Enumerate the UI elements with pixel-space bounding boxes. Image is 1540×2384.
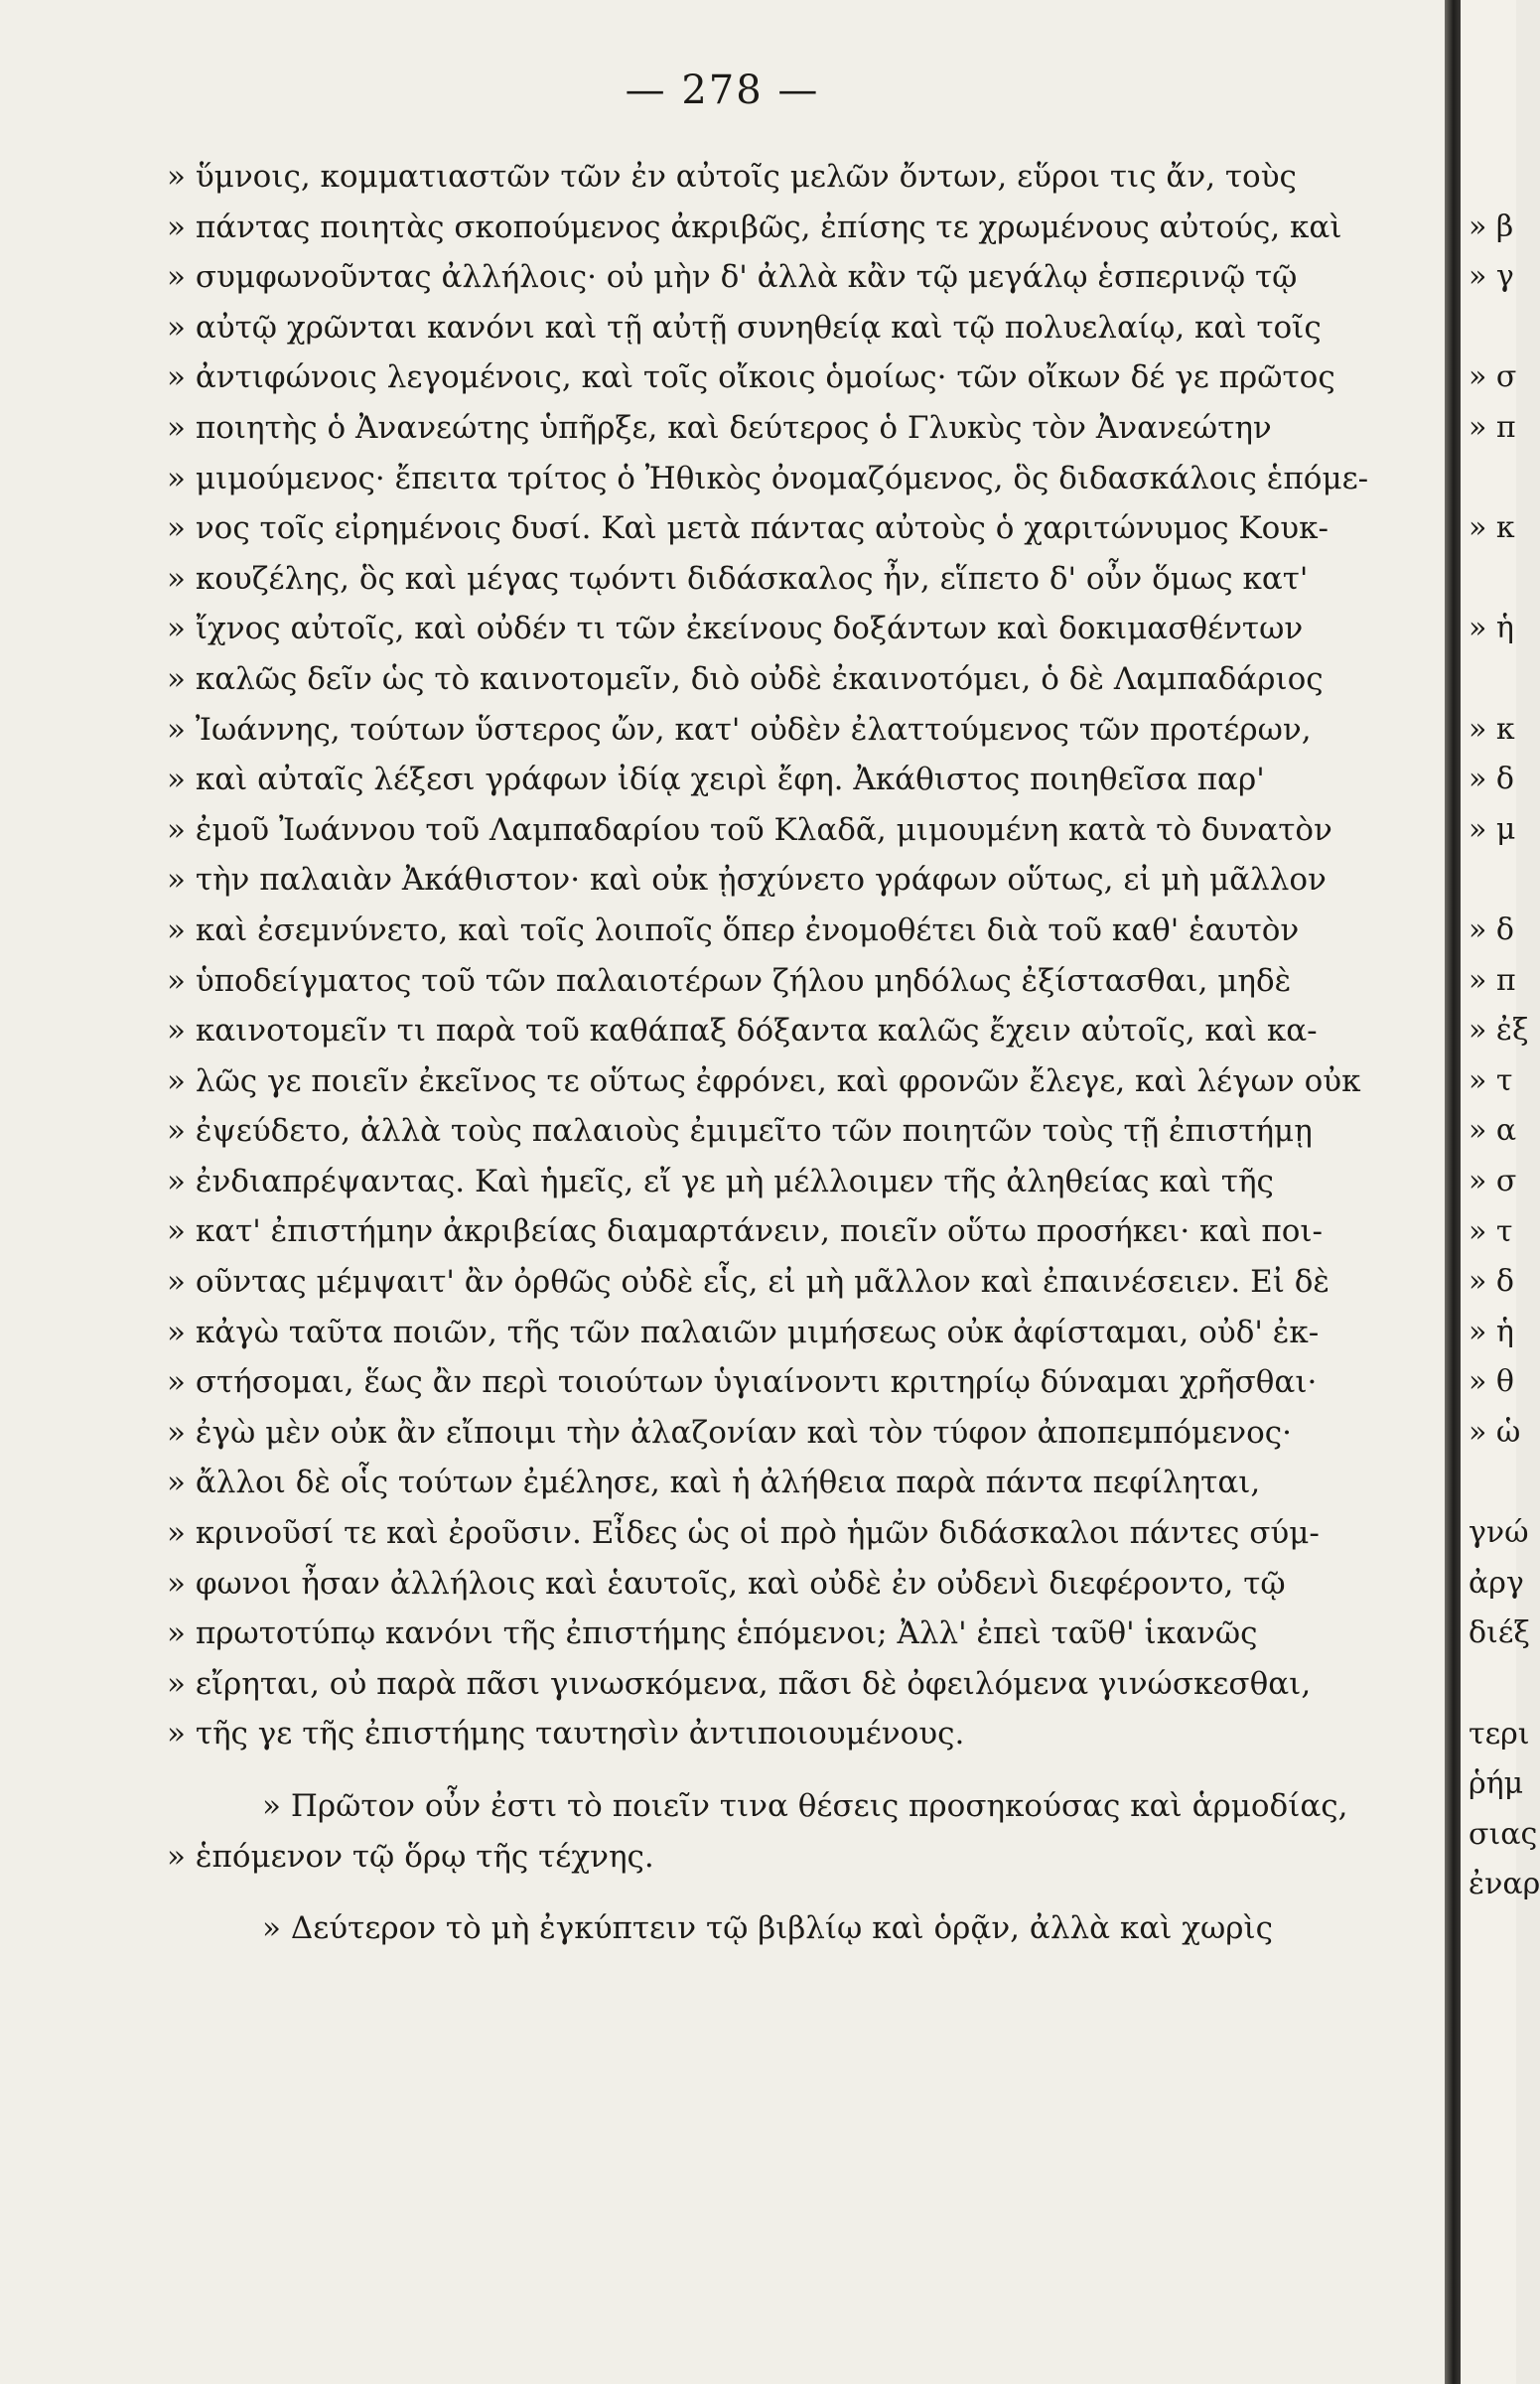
text-line: » συμφωνοῦντας ἀλλήλοις· οὐ μὴν δ' ἀλλὰ κἂν τῷ μεγάλῳ ἑσπερινῷ τῷ	[167, 259, 1298, 296]
next-page-fragment: ἐναρ	[1469, 1867, 1540, 1902]
text-line: » κουζέλης, ὃς καὶ μέγας τῳόντι διδάσκαλος ἦν, εἵπετο δ' οὖν ὅμως κατ'	[167, 560, 1309, 597]
next-page-fragment: γνώ	[1469, 1515, 1529, 1551]
next-page-fragment: » γ	[1469, 259, 1514, 295]
text-line: » καλῶς δεῖν ὡς τὸ καινοτομεῖν, διὸ οὐδὲ ἐκαινοτόμει, ὁ δὲ Λαμπαδάριος	[167, 660, 1324, 697]
text-line: » ἴχνος αὐτοῖς, καὶ οὐδέν τι τῶν ἐκείνους δοξάντων καὶ δοκιμασθέντων	[167, 611, 1304, 647]
text-line: » κατ' ἐπιστήμην ἀκριβείας διαμαρτάνειν, ποιεῖν οὕτω προσήκει· καὶ ποι-	[167, 1213, 1324, 1250]
next-page-fragment: » σ	[1469, 359, 1517, 395]
text-line: » Πρῶτον οὖν ἐστι τὸ ποιεῖν τινα θέσεις προσηκούσας καὶ ἁρμοδίας,	[262, 1788, 1348, 1824]
next-page-fragment: » δ	[1469, 762, 1514, 797]
next-page-fragment: » ἐξ	[1469, 1013, 1529, 1049]
text-line: » μιμούμενος· ἔπειτα τρίτος ὁ Ἠθικὸς ὀνομαζόμενος, ὃς διδασκάλοις ἑπόμε-	[167, 460, 1369, 496]
next-page-fragment: » β	[1469, 209, 1514, 244]
next-page-fragment: διέξ	[1469, 1615, 1530, 1651]
text-line: » στήσομαι, ἕως ἂν περὶ τοιούτων ὑγιαίνοντι κριτηρίῳ δύναμαι χρῆσθαι·	[167, 1364, 1318, 1401]
next-page-fragment: » ἡ	[1469, 1314, 1514, 1349]
text-line: » πρωτοτύπῳ κανόνι τῆς ἐπιστήμης ἑπόμενοι; Ἀλλ' ἐπεὶ ταῦθ' ἱκανῶς	[167, 1615, 1258, 1652]
next-page-fragment: » α	[1469, 1113, 1517, 1149]
text-line: » Ἰωάννης, τούτων ὕστερος ὤν, κατ' οὐδὲν ἐλαττούμενος τῶν προτέρων,	[167, 711, 1312, 748]
next-page-fragment: » δ	[1469, 912, 1514, 947]
body-text	[167, 152, 1446, 1954]
text-line: » ποιητὴς ὁ Ἀνανεώτης ὑπῆρξε, καὶ δεύτερος ὁ Γλυκὺς τὸν Ἀνανεώτην	[167, 409, 1272, 446]
next-page-fragment: » κ	[1469, 711, 1515, 747]
text-line: » καινοτομεῖν τι παρὰ τοῦ καθάπαξ δόξαντα καλῶς ἔχειν αὐτοῖς, καὶ κα-	[167, 1013, 1318, 1050]
next-page-fragment: » τ	[1469, 1062, 1513, 1098]
page-number: — 278 —	[625, 68, 820, 113]
text-line: » ἀντιφώνοις λεγομένοις, καὶ τοῖς οἴκοις ὁμοίως· τῶν οἴκων δέ γε πρῶτος	[167, 359, 1335, 396]
text-line: » αὐτῷ χρῶνται κανόνι καὶ τῇ αὐτῇ συνηθείᾳ καὶ τῷ πολυελαίῳ, καὶ τοῖς	[167, 309, 1322, 346]
text-line: » εἴρηται, οὐ παρὰ πᾶσι γινωσκόμενα, πᾶσι δὲ ὀφειλόμενα γινώσκεσθαι,	[167, 1665, 1312, 1702]
book-gutter	[1445, 0, 1461, 2384]
text-line: » καὶ ἐσεμνύνετο, καὶ τοῖς λοιποῖς ὅπερ ἐνομοθέτει διὰ τοῦ καθ' ἑαυτὸν	[167, 912, 1300, 948]
next-page-fragment: » δ	[1469, 1264, 1514, 1300]
text-line: » φωνοι ἦσαν ἀλλήλοις καὶ ἑαυτοῖς, καὶ οὐδὲ ἐν οὐδενὶ διεφέροντο, τῷ	[167, 1565, 1286, 1602]
text-line: » πάντας ποιητὰς σκοπούμενος ἀκριβῶς, ἐπίσης τε χρωμένους αὐτούς, καὶ	[167, 209, 1342, 245]
text-line: » νος τοῖς εἰρημένοις δυσί. Καὶ μετὰ πάντας αὐτοὺς ὁ χαριτώνυμος Κουκ-	[167, 510, 1329, 547]
next-page-fragment: » τ	[1469, 1213, 1513, 1249]
text-line: » τὴν παλαιὰν Ἀκάθιστον· καὶ οὐκ ᾐσχύνετο γράφων οὕτως, εἰ μὴ μᾶλλον	[167, 862, 1327, 899]
next-page-fragment: » σ	[1469, 1164, 1517, 1198]
next-page-fragment: » κ	[1469, 510, 1515, 546]
text-line: » κρινοῦσί τε καὶ ἐροῦσιν. Εἶδες ὡς οἱ πρὸ ἡμῶν διδάσκαλοι πάντες σύμ-	[167, 1515, 1320, 1552]
text-line: » τῆς γε τῆς ἐπιστήμης ταυτησὶν ἀντιποιουμένους.	[167, 1716, 965, 1753]
text-line: » ἐψεύδετο, ἀλλὰ τοὺς παλαιοὺς ἐμιμεῖτο τῶν ποιητῶν τοὺς τῇ ἐπιστήμῃ	[167, 1113, 1313, 1150]
text-line: » οῦντας μέμψαιτ' ἂν ὀρθῶς οὐδὲ εἷς, εἰ μὴ μᾶλλον καὶ ἐπαινέσειεν. Εἰ δὲ	[167, 1264, 1330, 1301]
text-line: » ὑποδείγματος τοῦ τῶν παλαιοτέρων ζήλου μηδόλως ἐξίστασθαι, μηδὲ	[167, 962, 1292, 999]
text-line: » ἐμοῦ Ἰωάννου τοῦ Λαμπαδαρίου τοῦ Κλαδᾶ, μιμουμένη κατὰ τὸ δυνατὸν	[167, 811, 1332, 848]
next-page-fragment: ἀργ	[1469, 1565, 1524, 1601]
text-line: » κἀγὼ ταῦτα ποιῶν, τῆς τῶν παλαιῶν μιμήσεως οὐκ ἀφίσταμαι, οὐδ' ἐκ-	[167, 1314, 1320, 1350]
text-line: » ἐγὼ μὲν οὐκ ἂν εἴποιμι τὴν ἀλαζονίαν καὶ τὸν τύφον ἀποπεμπόμενος·	[167, 1414, 1292, 1451]
next-page-fragment: ῥήμ	[1469, 1766, 1524, 1802]
text-line: » ἄλλοι δὲ οἷς τούτων ἐμέλησε, καὶ ἡ ἀλήθεια παρὰ πάντα πεφίληται,	[167, 1465, 1261, 1501]
next-page-edge	[1461, 0, 1540, 2384]
next-page-fragment: » π	[1469, 410, 1516, 445]
next-page-fragment: » θ	[1469, 1364, 1514, 1400]
text-line: » ἑπόμενον τῷ ὅρῳ τῆς τέχνης.	[167, 1838, 654, 1875]
next-page-fragment: σιας	[1469, 1816, 1538, 1852]
next-page-fragment: » ἡ	[1469, 611, 1514, 646]
next-page-fragment: » μ	[1469, 811, 1516, 847]
text-line: » λῶς γε ποιεῖν ἐκεῖνος τε οὕτως ἐφρόνει, καὶ φρονῶν ἔλεγε, καὶ λέγων οὐκ	[167, 1062, 1361, 1099]
text-line: » ἐνδιαπρέψαντας. Καὶ ἡμεῖς, εἴ γε μὴ μέλλοιμεν τῆς ἀληθείας καὶ τῆς	[167, 1163, 1274, 1199]
next-page-fragment: τερι	[1469, 1716, 1530, 1752]
next-page-fragment: » ὡ	[1469, 1415, 1521, 1450]
text-line: » καὶ αὐταῖς λέξεσι γράφων ἰδίᾳ χειρὶ ἔφη. Ἀκάθιστος ποιηθεῖσα παρ'	[167, 762, 1265, 798]
text-line: » ὕμνοις, κομματιαστῶν τῶν ἐν αὐτοῖς μελῶν ὄντων, εὕροι τις ἄν, τοὺς	[167, 159, 1297, 195]
text-line: » Δεύτερον τὸ μὴ ἐγκύπτειν τῷ βιβλίῳ καὶ ὁρᾷν, ἀλλὰ καὶ χωρὶς	[262, 1910, 1274, 1947]
next-page-fragment: » π	[1469, 962, 1516, 998]
